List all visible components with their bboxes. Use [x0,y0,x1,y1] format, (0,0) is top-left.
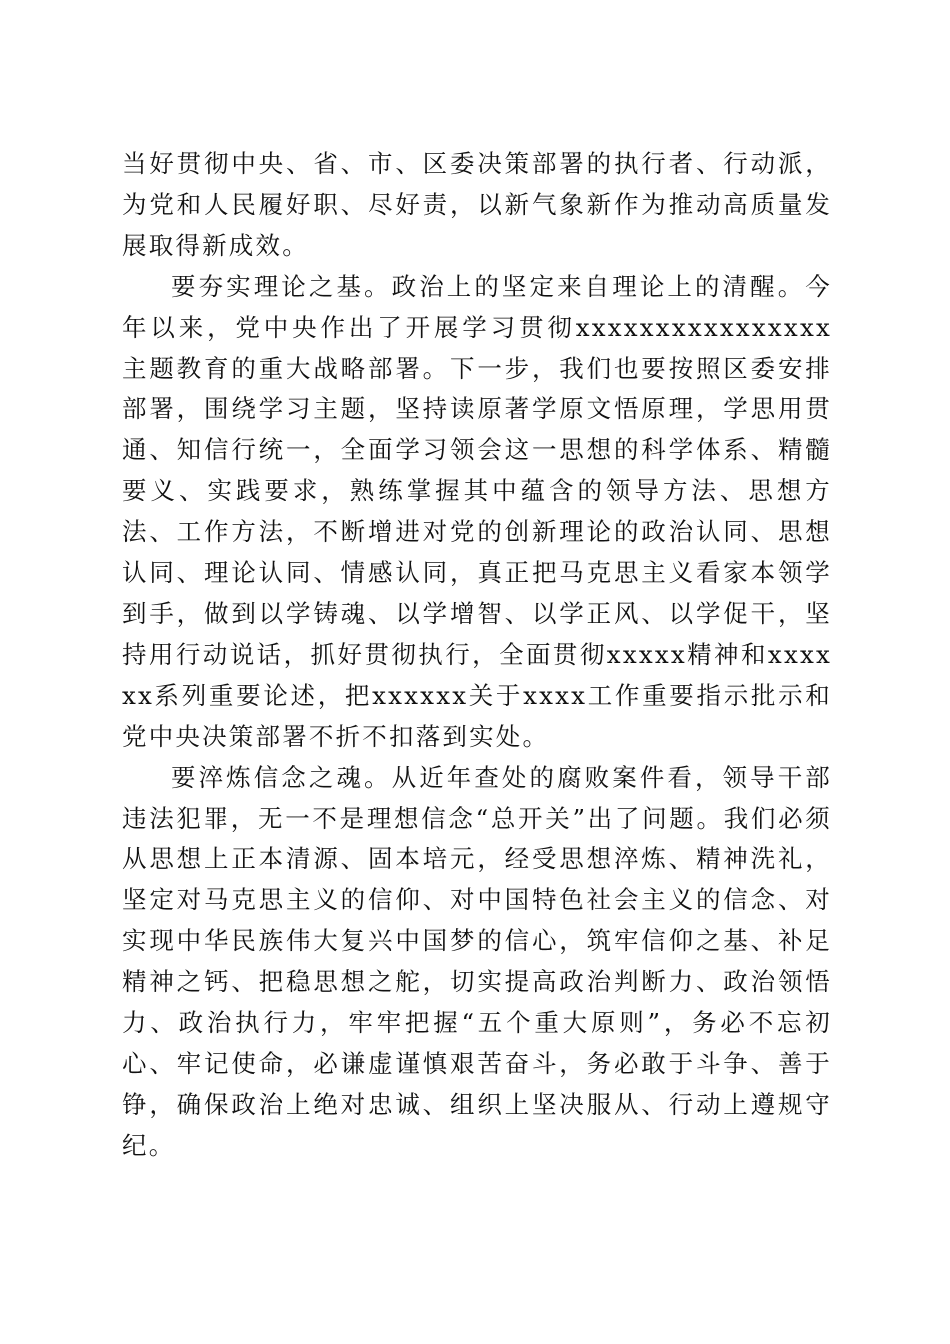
paragraph-theory-foundation: 要夯实理论之基。政治上的坚定来自理论上的清醒。今年以来，党中央作出了开展学习贯彻xxxxxxxxxxxxxxxx主题教育的重大战略部署。下一步，我们也要按照区委安排部署，围绕学习主题，坚持读原著学原文悟原理，学思用贯通、知信行统一，全面学习领会这一思想的科学体系、精髓要义、实践要求，熟练掌握其中蕴含的领导方法、思想方法、工作方法，不断增进对党的创新理论的政治认同、思想认同、理论认同、情感认同，真正把马克思主义看家本领学到手，做到以学铸魂、以学增智、以学正风、以学促干，坚持用行动说话，抓好贯彻执行，全面贯彻xxxxx精神和xxxxxx系列重要论述，把xxxxxx关于xxxx工作重要指示批示和党中央决策部署不折不扣落到实处。 [122,271,832,751]
document-body [122,144,832,1167]
paragraph-continuation: 当好贯彻中央、省、市、区委决策部署的执行者、行动派，为党和人民履好职、尽好责，以新气象新作为推动高质量发展取得新成效。 [122,149,832,260]
paragraph-faith-soul: 要淬炼信念之魂。从近年查处的腐败案件看，领导干部违法犯罪，无一不是理想信念“总开关”出了问题。我们必须从思想上正本清源、固本培元，经受思想淬炼、精神洗礼，坚定对马克思主义的信仰、对中国特色社会主义的信念、对实现中华民族伟大复兴中国梦的信心，筑牢信仰之基、补足精神之钙、把稳思想之舵，切实提高政治判断力、政治领悟力、政治执行力，牢牢把握“五个重大原则”，务必不忘初心、牢记使命，必谦虚谨慎艰苦奋斗，务必敢于斗争、善于铮，确保政治上绝对忠诚、组织上坚决服从、行动上遵规守纪。 [122,762,832,1160]
